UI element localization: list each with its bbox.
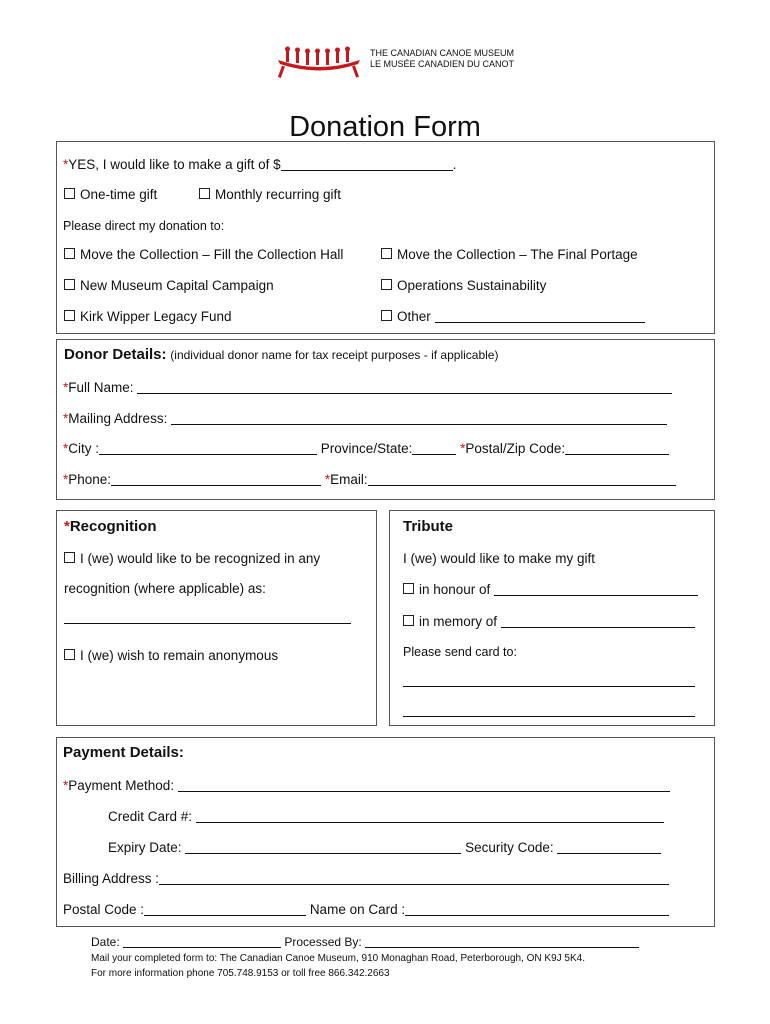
card-number-row xyxy=(108,809,664,825)
address-field[interactable] xyxy=(171,412,667,425)
required-star: * xyxy=(63,441,69,456)
recognition-name-field[interactable] xyxy=(64,623,351,624)
logo-line-1: THE CANADIAN CANOE MUSEUM xyxy=(370,48,515,58)
onetime-checkbox[interactable] xyxy=(64,188,75,199)
phone-field[interactable] xyxy=(111,473,321,486)
payment-postal-field[interactable] xyxy=(144,903,306,916)
card-label: Please send card to: xyxy=(403,645,517,659)
option-operations[interactable] xyxy=(381,278,546,294)
required-star: * xyxy=(63,778,69,793)
monthly-option[interactable] xyxy=(199,187,341,203)
anonymous-label: I (we) wish to remain anonymous xyxy=(80,648,279,663)
recognition-heading-row xyxy=(64,519,157,535)
logo-line-2: LE MUSÉE CANADIEN DU CANOT xyxy=(370,59,515,69)
method-field[interactable] xyxy=(178,779,670,792)
honour-field[interactable] xyxy=(494,583,698,596)
recognition-heading: Recognition xyxy=(69,518,157,535)
city-row xyxy=(63,441,669,457)
expiry-row xyxy=(108,840,661,856)
option-label: Move the Collection – The Final Portage xyxy=(397,247,638,262)
onetime-option[interactable] xyxy=(64,187,157,203)
payment-postal-label: Postal Code : xyxy=(63,902,145,917)
email-label: Email: xyxy=(330,472,368,487)
required-star: * xyxy=(63,380,69,395)
processed-label: Processed By: xyxy=(284,935,362,949)
memory-field[interactable] xyxy=(501,615,695,628)
province-field[interactable] xyxy=(412,442,456,455)
card-number-label: Credit Card #: xyxy=(108,809,193,824)
required-star: * xyxy=(460,441,466,456)
billing-field[interactable] xyxy=(159,872,669,885)
card-number-field[interactable] xyxy=(196,810,664,823)
method-label: Payment Method: xyxy=(68,778,175,793)
method-row xyxy=(63,778,670,794)
postal-field[interactable] xyxy=(565,442,669,455)
required-star: * xyxy=(64,518,70,535)
city-label: City : xyxy=(68,441,100,456)
option-label: Other xyxy=(397,309,431,324)
tribute-intro: I (we) would like to make my gift xyxy=(403,551,596,566)
option-label: Operations Sustainability xyxy=(397,278,547,293)
tribute-heading: Tribute xyxy=(403,518,454,535)
other-field[interactable] xyxy=(435,310,645,323)
option-other[interactable] xyxy=(381,309,645,325)
expiry-label: Expiry Date: xyxy=(108,840,182,855)
address-row xyxy=(63,411,667,427)
payment-postal-row xyxy=(63,902,669,918)
option-checkbox[interactable] xyxy=(381,279,392,290)
option-label: New Museum Capital Campaign xyxy=(80,278,274,293)
onetime-label: One-time gift xyxy=(80,187,158,202)
payment-section xyxy=(56,737,715,927)
anonymous-option[interactable] xyxy=(64,648,278,664)
required-star: * xyxy=(63,411,69,426)
honour-label: in honour of xyxy=(419,582,491,597)
processed-field[interactable] xyxy=(365,937,639,948)
full-name-field[interactable] xyxy=(137,381,672,394)
gift-amount-row xyxy=(63,157,456,173)
date-field[interactable] xyxy=(123,937,281,948)
direct-label: Please direct my donation to: xyxy=(63,219,225,233)
monthly-checkbox[interactable] xyxy=(199,188,210,199)
canoe-logo-icon xyxy=(276,46,362,80)
name-on-card-label: Name on Card : xyxy=(309,902,406,917)
memory-label: in memory of xyxy=(419,614,498,629)
recognized-checkbox[interactable] xyxy=(64,552,75,563)
donor-heading-row xyxy=(64,347,498,363)
recognized-label: I (we) would like to be recognized in any xyxy=(80,551,321,566)
email-field[interactable] xyxy=(368,473,676,486)
museum-logo xyxy=(276,46,362,78)
monthly-label: Monthly recurring gift xyxy=(215,187,342,202)
city-field[interactable] xyxy=(99,442,317,455)
option-checkbox[interactable] xyxy=(381,248,392,259)
gift-amount-field[interactable] xyxy=(281,158,453,171)
donor-note: (individual donor name for tax receipt purposes - if applicable) xyxy=(170,348,499,362)
footer-phone: For more information phone 705.748.9153 or toll free 866.342.2663 xyxy=(91,968,390,979)
address-label: Mailing Address: xyxy=(68,411,168,426)
required-star: * xyxy=(63,157,69,172)
gift-amount-label: YES, I would like to make a gift of $ xyxy=(68,157,281,172)
recognized-option[interactable] xyxy=(64,551,320,567)
card-address-field-2[interactable] xyxy=(403,716,695,717)
option-checkbox[interactable] xyxy=(64,310,75,321)
payment-heading: Payment Details: xyxy=(63,744,184,761)
option-checkbox[interactable] xyxy=(64,248,75,259)
option-capital-campaign[interactable] xyxy=(64,278,274,294)
gift-amount-suffix: . xyxy=(452,157,457,172)
phone-row xyxy=(63,472,676,488)
honour-option[interactable] xyxy=(403,582,698,598)
full-name-row xyxy=(63,380,672,396)
footer-date-row xyxy=(91,934,639,950)
recognition-section xyxy=(56,510,377,726)
billing-row xyxy=(63,871,669,887)
required-star: * xyxy=(63,472,69,487)
province-label: Province/State: xyxy=(320,441,413,456)
option-checkbox[interactable] xyxy=(381,310,392,321)
option-fill-hall[interactable] xyxy=(64,247,343,263)
full-name-label: Full Name: xyxy=(68,380,134,395)
security-field[interactable] xyxy=(557,841,661,854)
date-label: Date: xyxy=(91,935,120,949)
card-address-field-1[interactable] xyxy=(403,686,695,687)
page-title: Donation Form xyxy=(289,111,481,143)
billing-label: Billing Address : xyxy=(63,871,160,886)
footer-mail: Mail your completed form to: The Canadian Canoe Museum, 910 Monaghan Road, Peterborough, ON K9J 5K4. xyxy=(91,953,585,964)
postal-label: Postal/Zip Code: xyxy=(465,441,566,456)
option-final-portage[interactable] xyxy=(381,247,638,263)
option-kirk-wipper[interactable] xyxy=(64,309,232,325)
anonymous-checkbox[interactable] xyxy=(64,649,75,660)
required-star: * xyxy=(324,472,331,487)
option-label: Move the Collection – Fill the Collection Hall xyxy=(80,247,344,262)
expiry-field[interactable] xyxy=(185,841,461,854)
security-label: Security Code: xyxy=(465,840,554,855)
donor-heading: Donor Details: xyxy=(64,346,167,363)
recognized-label-2: recognition (where applicable) as: xyxy=(64,581,266,596)
phone-label: Phone: xyxy=(68,472,112,487)
memory-option[interactable] xyxy=(403,614,695,630)
option-checkbox[interactable] xyxy=(64,279,75,290)
honour-checkbox[interactable] xyxy=(403,583,414,594)
option-label: Kirk Wipper Legacy Fund xyxy=(80,309,232,324)
memory-checkbox[interactable] xyxy=(403,615,414,626)
name-on-card-field[interactable] xyxy=(405,903,669,916)
